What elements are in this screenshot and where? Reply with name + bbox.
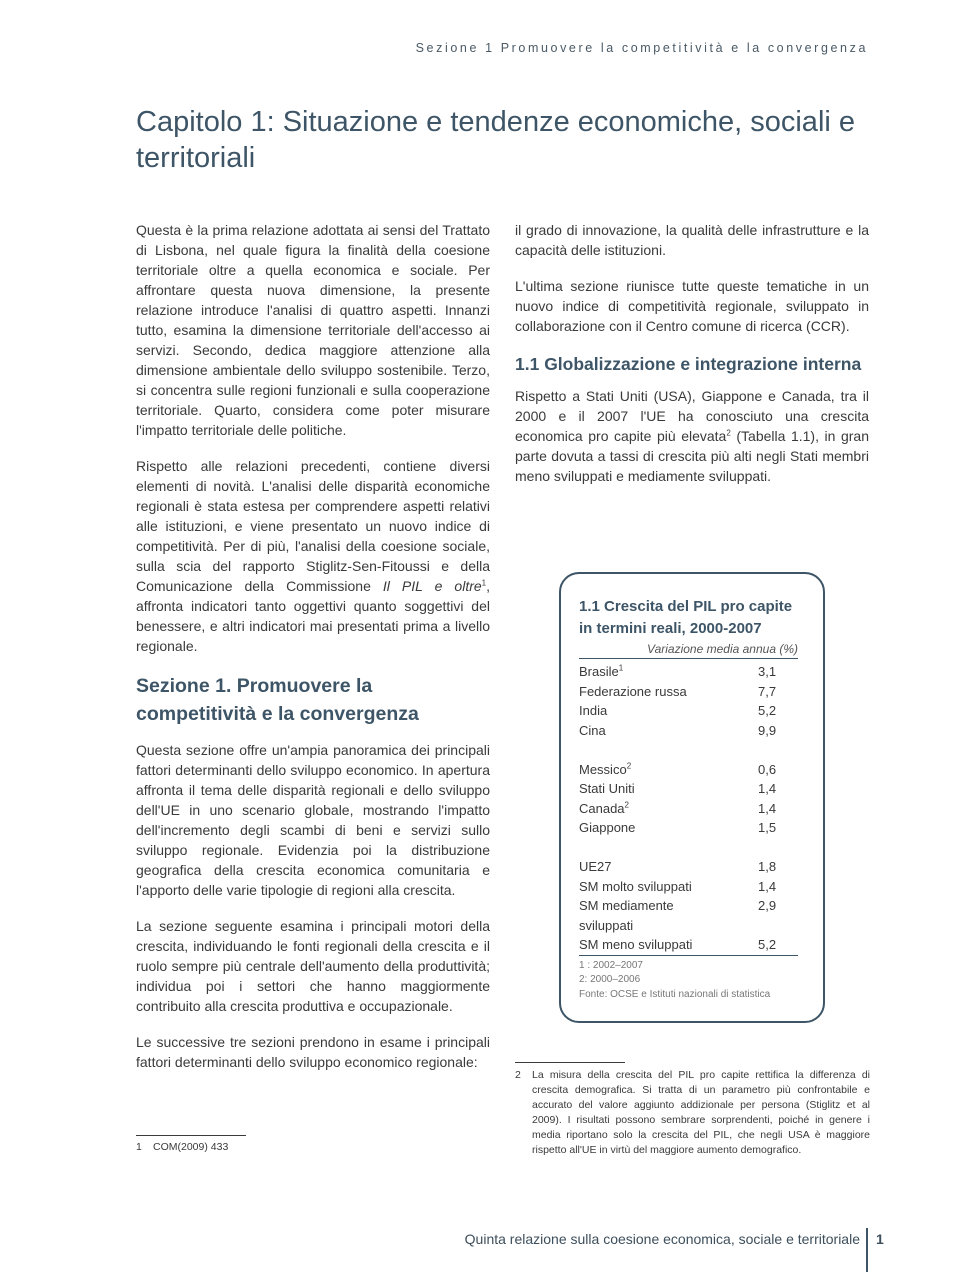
row-label: Messico$^2$ — [579, 761, 632, 777]
last-section-paragraph: L'ultima sezione riunisce tutte queste tematiche in un nuovo indice di competitività regionale, sviluppato in collaborazione con il Centro comune di ricerca (CCR). — [515, 278, 869, 334]
table-row — [579, 818, 798, 838]
row-value: 7,7 — [758, 683, 777, 699]
table-note: 1 : 2002–2007 — [579, 959, 643, 971]
table-note-ref: 1 — [618, 663, 624, 673]
row-value: 1,4 — [758, 800, 777, 816]
table-row — [579, 877, 798, 897]
table-notes — [579, 959, 798, 1003]
row-value: 1,5 — [758, 820, 777, 835]
next-sections-paragraph: Le successive tre sezioni prendono in esame i principali fattori determinanti dello sviluppo economico regionale: — [136, 1034, 490, 1070]
row-value: 0,6 — [758, 761, 777, 777]
section-overview-paragraph: Questa sezione offre un'ampia panoramica dei principali fattori determinanti dello sviluppo economico. In apertura affronta il tema delle disparità regionali e dello sviluppo dell'UE in uno scenario globale, mostrando l'impatto dell'incremento degli scambi di beni e servizi sullo sviluppo regionale. Evidenzia poi la distribuzione geografica della crescita economica comunitaria e l'apporto delle varie tipologie di regioni alla crescita. — [136, 742, 490, 898]
table-group-gap — [579, 838, 798, 858]
table-note: 2: 2000–2006 — [579, 974, 641, 985]
row-label: UE27 — [579, 859, 612, 874]
table-group-gap — [579, 740, 798, 760]
right-column — [515, 220, 869, 502]
table-row — [579, 857, 798, 877]
footnote-ref-2: 2 — [726, 428, 731, 438]
row-value: 1,4 — [758, 781, 777, 796]
table-note-ref: 2 — [626, 761, 632, 771]
row-label: SM meno sviluppati — [579, 937, 693, 952]
table-unit-label: Variazione media annua (%) — [579, 642, 798, 659]
table-row — [579, 779, 798, 799]
growth-drivers-paragraph: La sezione seguente esamina i principali motori della crescita, individuando le fonti regionali della crescita e il ruolo sempre più centrale dell'aumento della produttività; individua poi i settori che hanno maggiormente contribuito alla crescita produttiva e occupazionale. — [136, 918, 490, 1014]
footnote-number: 1 — [136, 1141, 142, 1153]
page-number: 1 — [876, 1231, 884, 1247]
table-row — [579, 896, 798, 935]
running-header: Sezione 1 Promuovere la competitività e la convergenza — [415, 41, 868, 55]
left-column — [136, 220, 490, 1088]
row-label: Canada$^2$ — [579, 800, 629, 816]
row-value: 9,9 — [758, 722, 777, 738]
continuation-paragraph: il grado di innovazione, la qualità delle infrastrutture e la capacità delle istituzioni. — [515, 222, 869, 258]
row-value: 5,2 — [758, 937, 777, 952]
footnote-1 — [136, 1140, 336, 1155]
table-row — [579, 662, 798, 682]
row-value: 5,2 — [758, 703, 777, 718]
novelty-paragraph: Rispetto alle relazioni precedenti, contiene diversi elementi di novità. L'analisi delle disparità economiche regionali è stata estesa per comprendere aspetti relativi alle istituzioni, e viene presentato un nuovo indice di competitività. Per di più, l'analisi della coesione sociale, sulla scia del rapporto Stiglitz-Sen-Fitoussi e della Comunicazione della Commissione Il PIL e oltre$^1$, affronta indicatori tanto oggettivi quanto soggettivi del benessere, e altri indicatori mai presentati prima a livello regionale. — [136, 458, 490, 654]
row-value: 3,1 — [758, 664, 777, 679]
footnote-text: COM(2009) 433 — [153, 1141, 229, 1153]
row-label: Federazione russa — [579, 683, 687, 699]
table-source: Fonte: OCSE e Istituti nazionali di statistica — [579, 988, 771, 1000]
row-label: India — [579, 703, 608, 718]
gdp-growth-table — [579, 662, 798, 956]
section-1-heading: Sezione 1. Promuovere la competitività e la convergenza — [136, 675, 419, 725]
row-value: 1,4 — [758, 878, 777, 894]
footnote-divider — [515, 1062, 625, 1063]
footer-divider — [866, 1228, 868, 1272]
row-label: SM mediamente sviluppati — [579, 898, 674, 933]
row-label: Brasile$^1$ — [579, 663, 624, 679]
table-title: 1.1 Crescita del PIL pro capite in termini reali, 2000-2007 — [579, 598, 793, 637]
table-row — [579, 721, 798, 741]
table-note-ref: 2 — [624, 800, 629, 810]
row-label: Cina — [579, 722, 606, 738]
intro-paragraph: Questa è la prima relazione adottata ai sensi del Trattato di Lisbona, nel quale figura la finalità della coesione territoriale oltre a quella economica e sociale. Per affrontare questa nuova dimensione, la presente relazione introduce l'analisi di quattro aspetti. Innanzi tutto, esamina la dimensione territoriale dell'accesso ai servizi. Secondo, dedica maggiore attenzione alla dimensione ambientale dello sviluppo sostenibile. Terzo, si concentra sulle regioni funzionali e sulla cooperazione territoriale. Quarto, considera come poter misurare l'impatto territoriale delle politiche. — [136, 222, 490, 438]
globalization-paragraph: Rispetto a Stati Uniti (USA), Giappone e Canada, tra il 2000 e il 2007 l'UE ha conosciuto una crescita economica pro capite più elevata$^2$ (Tabella 1.1), in gran parte dovuta a tassi di crescita più alti negli Stati membri meno sviluppati e mediamente sviluppati. — [515, 388, 869, 484]
table-row — [579, 701, 798, 721]
table-row — [579, 799, 798, 819]
subsection-1-1-heading: 1.1 Globalizzazione e integrazione interna — [515, 354, 862, 374]
row-label: Stati Uniti — [579, 781, 635, 796]
row-value: 1,8 — [758, 859, 777, 874]
footnote-text: La misura della crescita del PIL pro capite rettifica la differenza di crescita demografica. Si tratta di un parametro più confrontabile e accurato del valore aggiunto addizionale per persona (Stiglitz et al 2009). I risultati possono sembrare sorprendenti, poiché in genere i media riportano solo la crescita del PIL, che negli USA è maggiore rispetto all'UE in virtù del maggiore aumento demografico. — [532, 1069, 870, 1156]
row-value: 2,9 — [758, 898, 777, 913]
table-row — [579, 935, 798, 956]
row-label: SM molto sviluppati — [579, 878, 692, 894]
table-row — [579, 682, 798, 702]
footnote-number: 2 — [515, 1069, 521, 1081]
chapter-title: Capitolo 1: Situazione e tendenze economiche, sociali e territoriali — [136, 106, 856, 174]
footnote-divider — [136, 1135, 246, 1136]
pil-e-oltre-title: Il PIL e oltre — [382, 578, 482, 594]
footnote-2 — [515, 1068, 870, 1158]
footer-report-title: Quinta relazione sulla coesione economica, sociale e territoriale — [464, 1231, 860, 1247]
row-label: Giappone — [579, 820, 636, 835]
footnote-ref-1: 1 — [481, 578, 487, 588]
table-row — [579, 760, 798, 780]
table-box — [559, 572, 825, 1023]
